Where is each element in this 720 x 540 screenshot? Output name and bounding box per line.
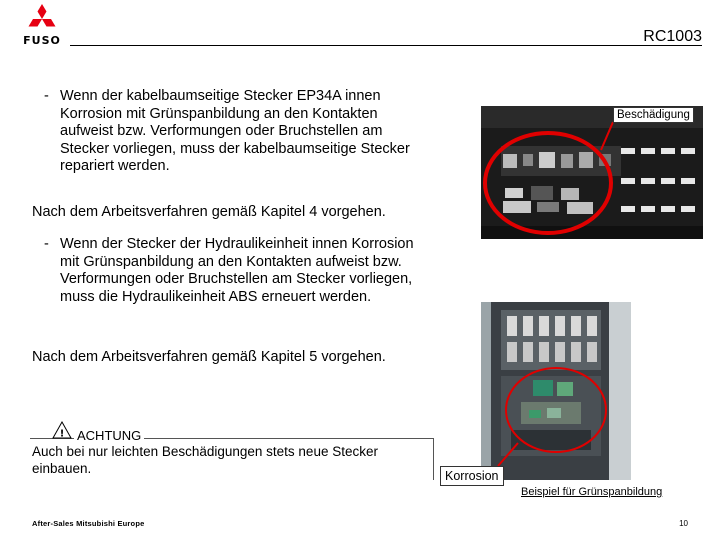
document-code: RC1003 bbox=[643, 28, 702, 45]
figure-caption: Beispiel für Grünspanbildung bbox=[521, 486, 663, 498]
corrosion-circle bbox=[506, 368, 606, 452]
damage-label: Beschädigung bbox=[613, 107, 694, 123]
warning-symbol: ! bbox=[59, 428, 65, 439]
bullet-text: Wenn der Stecker der Hydraulikeinheit innen Korrosion mit Grünspanbildung an den Kontakten aufweist bzw. Verformungen oder Bruchstellen am Stecker vorliegen, muss die Hydraulikeinheit ABS erneuert werden. bbox=[60, 236, 414, 305]
corrosion-callout-line bbox=[498, 443, 518, 466]
corrosion-label: Korrosion bbox=[440, 466, 504, 486]
brand-wordmark: FUSO bbox=[23, 34, 61, 47]
procedure-step-1: Nach dem Arbeitsverfahren gemäß Kapitel 4 vorgehen. bbox=[32, 204, 386, 220]
bullet-dash: - bbox=[44, 88, 49, 104]
damage-callout-line bbox=[601, 122, 613, 150]
warning-text: Auch bei nur leichten Beschädigungen stets neue Stecker einbauen. bbox=[32, 444, 378, 476]
footer-publisher: After-Sales Mitsubishi Europe bbox=[32, 519, 145, 528]
bullet-dash: - bbox=[44, 236, 49, 252]
page-number: 10 bbox=[679, 519, 688, 528]
procedure-step-2: Nach dem Arbeitsverfahren gemäß Kapitel 5 vorgehen. bbox=[32, 349, 386, 365]
warning-title: ACHTUNG bbox=[74, 428, 144, 443]
damage-circle bbox=[485, 133, 611, 233]
bullet-text: Wenn der kabelbaumseitige Stecker EP34A innen Korrosion mit Grünspanbildung an den Kontakten aufweist bzw. Verformungen oder Bruchstellen am Stecker vorliegen, muss der kabelbaumseitige Stecker repariert werden. bbox=[60, 88, 410, 174]
